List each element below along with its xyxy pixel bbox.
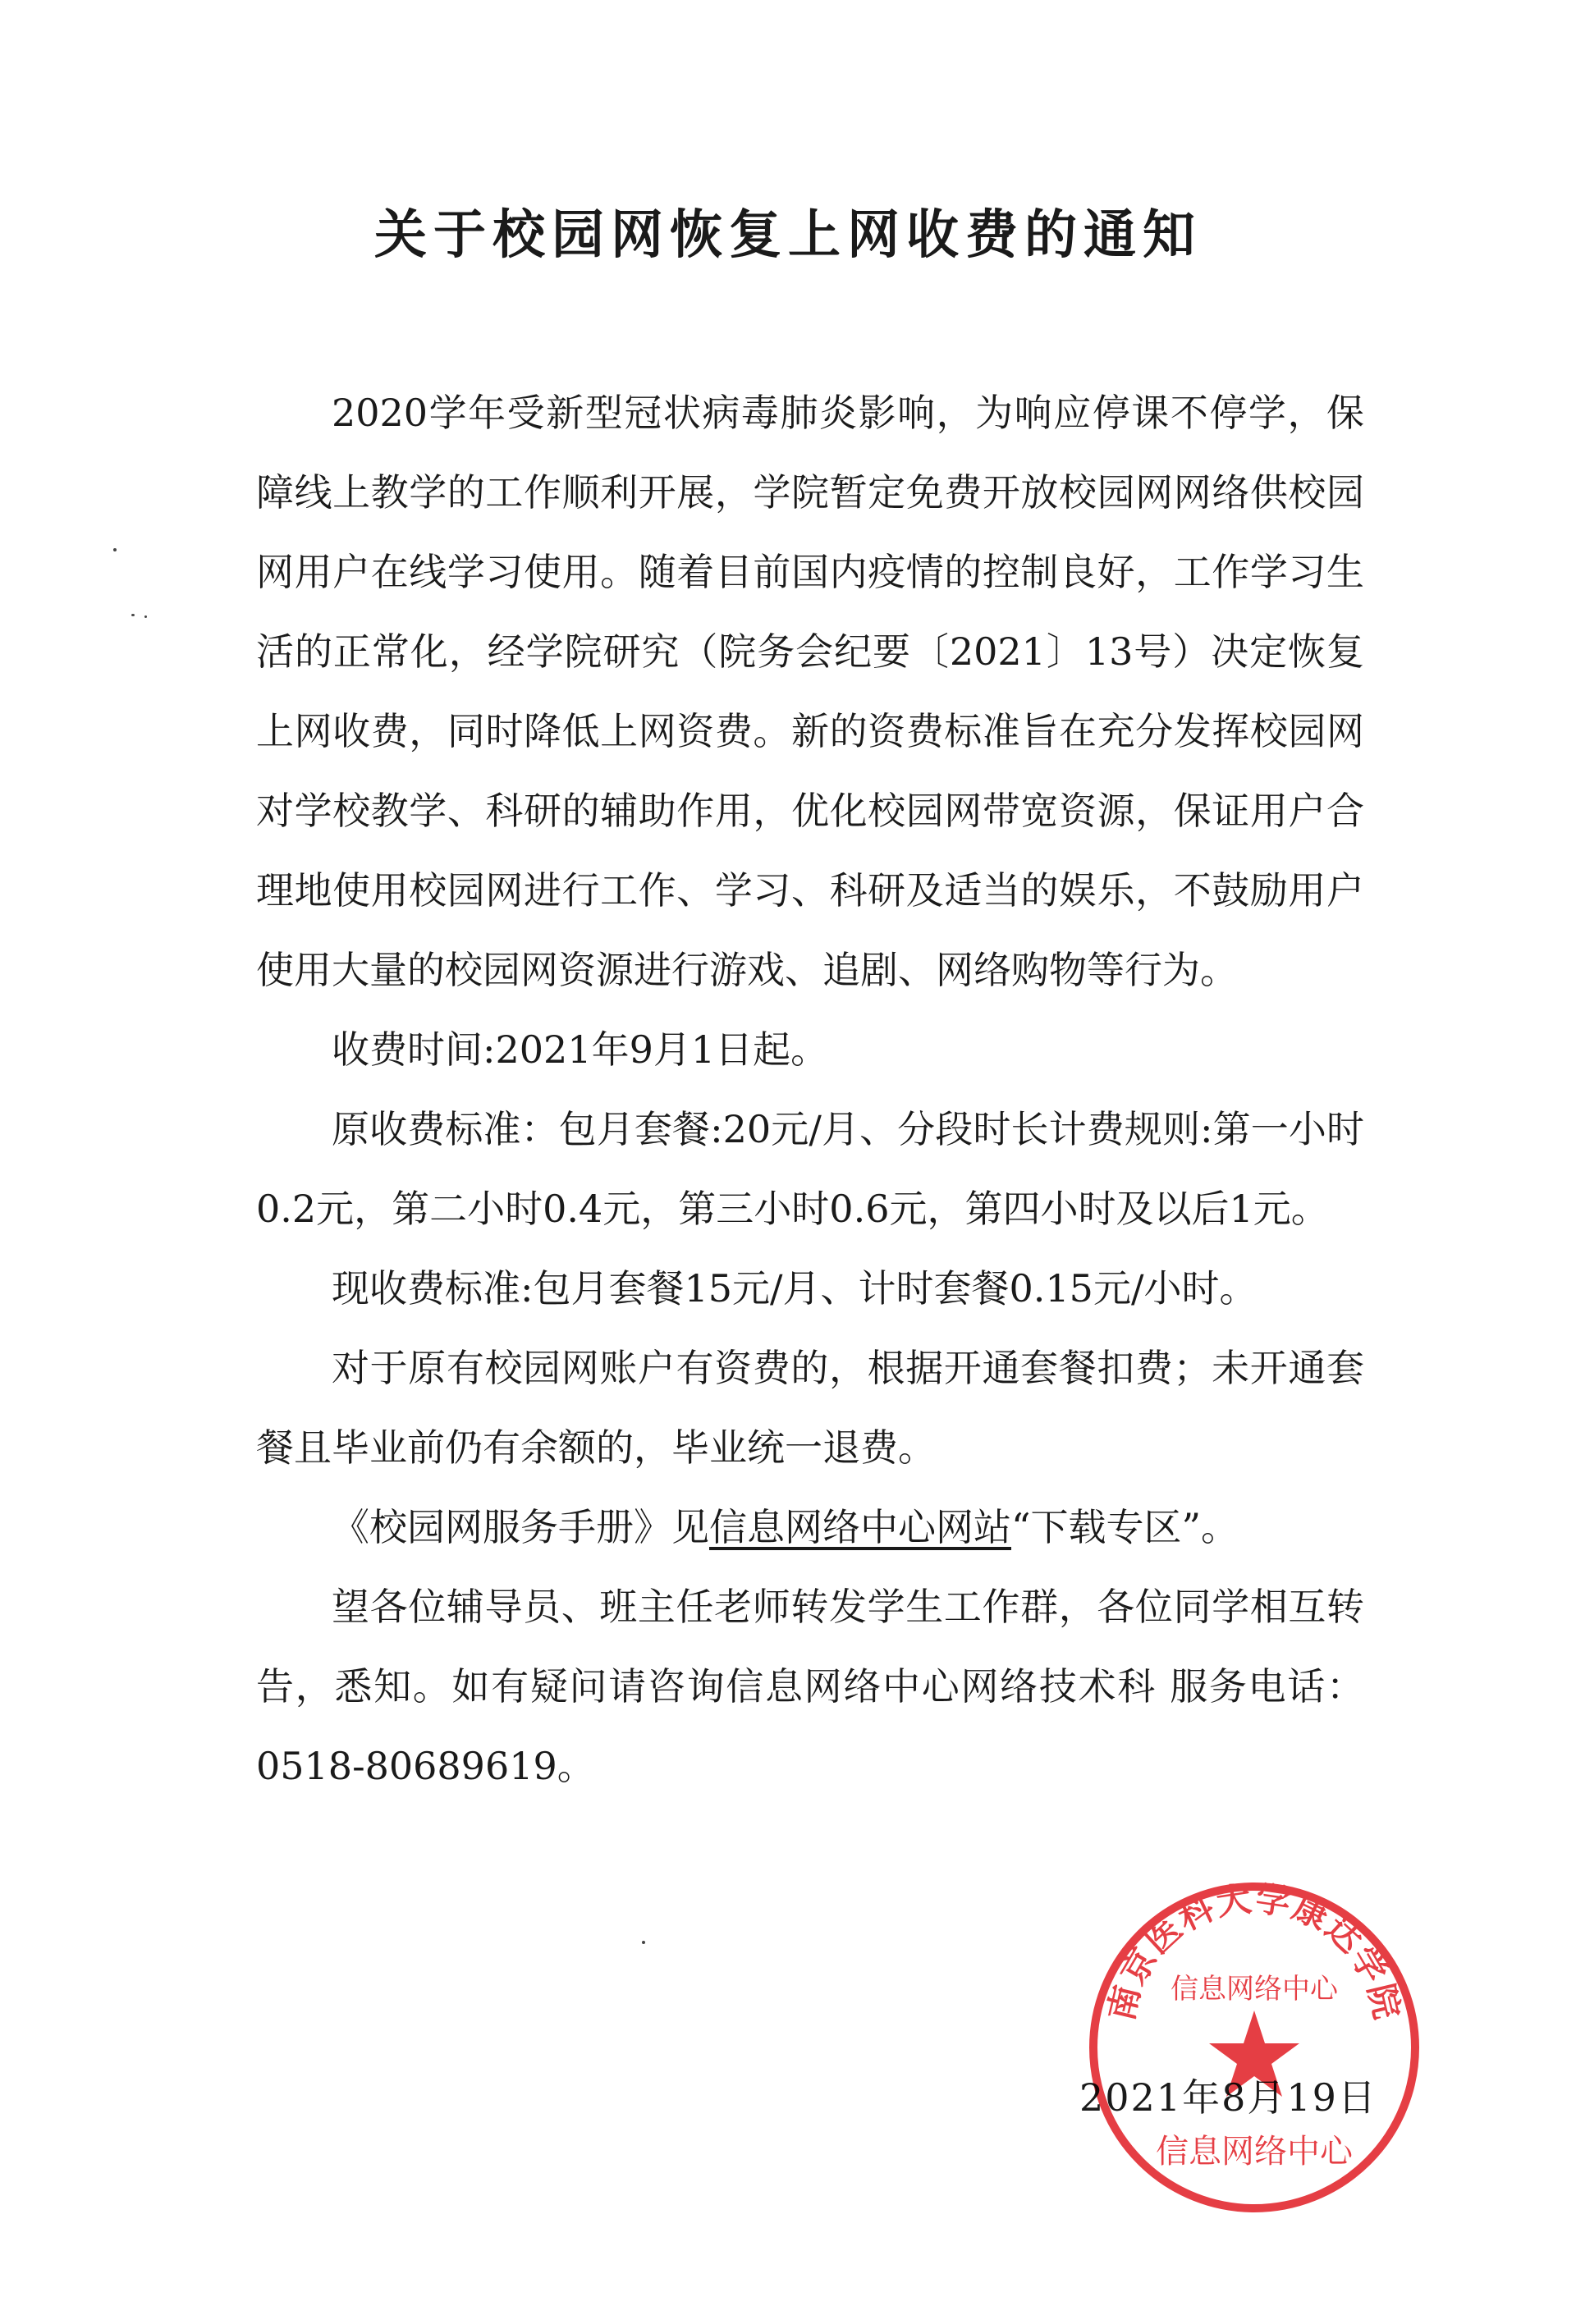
scan-speck: [113, 548, 117, 551]
seal-outer-text: 南京医科大学康达学院: [1100, 1878, 1409, 2024]
paragraph-old-fee: 原收费标准：包月套餐:20元/月、分段时长计费规则:第一小时0.2元，第二小时0.4元，第三小时0.6元，第四小时及以后1元。: [256, 1107, 1364, 1231]
paragraph-manual: [256, 1488, 1364, 1567]
seal-star-icon: [1209, 2011, 1299, 2097]
network-center-link[interactable]: 信息网络中心网站: [709, 1505, 1011, 1549]
manual-text-pre: 《校园网服务手册》见: [332, 1505, 709, 1549]
paragraph-start-time: 收费时间:2021年9月1日起。: [332, 1027, 829, 1072]
paragraph-new-fee: 现收费标准:包月套餐15元/月、计时套餐0.15元/小时。: [332, 1266, 1258, 1311]
manual-text-post: “下载专区”。: [1011, 1505, 1239, 1549]
scan-speck: [144, 615, 147, 618]
official-seal: [1082, 1875, 1427, 2220]
paragraph-refund: 对于原有校园网账户有资费的，根据开通套餐扣费；未开通套餐且毕业前仍有余额的，毕业统一退费。: [256, 1346, 1364, 1470]
notice-date: 2021年8月19日: [1079, 2075, 1377, 2120]
notice-title: 关于校园网恢复上网收费的通知: [374, 205, 1202, 266]
scan-speck: [642, 1941, 645, 1944]
seal-inner-text: 信息网络中心: [1171, 1973, 1338, 2006]
notice-body: [256, 373, 1364, 1806]
seal-bottom-text: 信息网络中心: [1156, 2133, 1353, 2171]
paragraph-background: 2020学年受新型冠状病毒肺炎影响，为响应停课不停学，保障线上教学的工作顺利开展，学院暂定免费开放校园网网络供校园网用户在线学习使用。随着目前国内疫情的控制良好，工作学习生活的正常化，经学院研究（院务会纪要〔2021〕13号）决定恢复上网收费，同时降低上网资费。新的资费标准旨在充分发挥校园网对学校教学、科研的辅助作用，优化校园网带宽资源，保证用户合理地使用校园网进行工作、学习、科研及适当的娱乐，不鼓励用户使用大量的校园网资源进行游戏、追剧、网络购物等行为。: [256, 391, 1364, 992]
paragraph-contact: 望各位辅导员、班主任老师转发学生工作群，各位同学相互转告，悉知。如有疑问请咨询信息网络中心网络技术科 服务电话：0518-80689619。: [256, 1585, 1364, 1788]
scan-speck: [131, 614, 135, 616]
